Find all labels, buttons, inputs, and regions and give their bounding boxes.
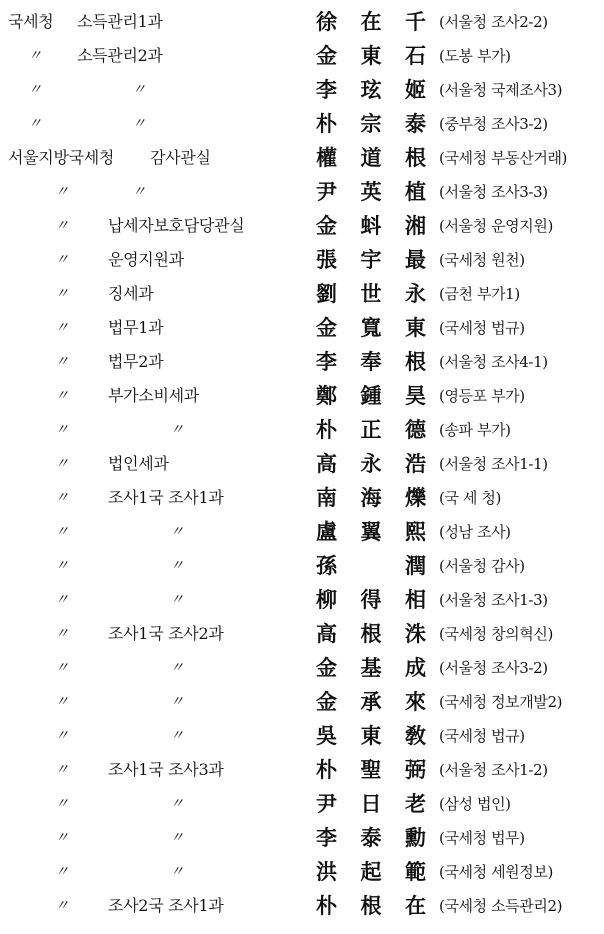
ditto-mark: 〃 — [55, 456, 69, 472]
name-character: 潤 — [405, 553, 426, 578]
name-character: 洪 — [316, 859, 337, 884]
division-name: 부가소비세과 — [108, 386, 199, 405]
person-name — [316, 586, 426, 614]
name-character: 鄭 — [316, 383, 337, 408]
ditto-mark: 〃 — [55, 252, 69, 268]
name-character: 蚪 — [360, 213, 382, 238]
name-character: 基 — [360, 655, 382, 680]
list-item — [0, 821, 604, 855]
name-character: 金 — [316, 213, 337, 238]
ditto-mark: 〃 — [55, 694, 69, 710]
ditto-mark: 〃 — [55, 728, 69, 744]
ditto-mark: 〃 — [170, 660, 184, 676]
name-character: 東 — [405, 315, 426, 340]
person-name — [316, 76, 426, 104]
previous-post: (서울청 조사3-2) — [439, 659, 548, 677]
name-character: 勳 — [405, 825, 426, 850]
name-character: 正 — [360, 417, 382, 442]
person-name — [316, 8, 426, 36]
list-item — [0, 447, 604, 481]
previous-post: (서울청 조사1-2) — [439, 761, 548, 779]
list-item — [0, 5, 604, 39]
name-character: 昊 — [405, 383, 426, 408]
name-character: 世 — [360, 281, 382, 306]
name-character: 聖 — [360, 757, 382, 782]
list-item — [0, 379, 604, 413]
previous-post: (서울청 감사) — [439, 557, 525, 575]
name-character: 在 — [360, 9, 382, 34]
list-item — [0, 413, 604, 447]
name-character: 植 — [405, 179, 426, 204]
division-name: 법인세과 — [108, 454, 169, 473]
person-name — [316, 314, 426, 342]
agency-name: 국세청 — [8, 12, 54, 31]
name-character: 李 — [316, 825, 337, 850]
name-character: 根 — [405, 349, 426, 374]
list-item — [0, 175, 604, 209]
previous-post: (국 세 청) — [439, 489, 501, 507]
division-name: 조사1국 조사3과 — [108, 760, 224, 779]
ditto-mark: 〃 — [132, 184, 146, 200]
ditto-mark: 〃 — [170, 524, 184, 540]
division-name: 소득관리2과 — [77, 46, 163, 65]
list-item — [0, 719, 604, 753]
ditto-mark: 〃 — [28, 116, 42, 132]
previous-post: (서울청 조사1-3) — [439, 591, 548, 609]
previous-post: (서울청 운영지원) — [439, 217, 553, 235]
previous-post: (국세청 부동산거래) — [439, 149, 567, 167]
person-name — [316, 824, 426, 852]
name-character: 李 — [316, 77, 337, 102]
name-character: 朴 — [316, 111, 337, 136]
list-item — [0, 787, 604, 821]
previous-post: (국세청 정보개발2) — [439, 693, 563, 711]
ditto-mark: 〃 — [55, 762, 69, 778]
list-item — [0, 311, 604, 345]
name-character: 吳 — [316, 723, 337, 748]
list-item — [0, 107, 604, 141]
ditto-mark: 〃 — [170, 592, 184, 608]
list-item — [0, 889, 604, 923]
ditto-mark: 〃 — [170, 864, 184, 880]
name-character: 金 — [316, 43, 337, 68]
list-item — [0, 345, 604, 379]
ditto-mark: 〃 — [55, 286, 69, 302]
person-name — [316, 450, 426, 478]
person-name — [316, 42, 426, 70]
ditto-mark: 〃 — [55, 218, 69, 234]
ditto-mark: 〃 — [55, 184, 69, 200]
name-character: 劉 — [316, 281, 337, 306]
name-character — [361, 552, 382, 580]
person-name — [316, 416, 426, 444]
name-character: 相 — [405, 587, 426, 612]
person-name — [316, 110, 426, 138]
ditto-mark: 〃 — [55, 320, 69, 336]
name-character: 德 — [405, 417, 426, 442]
ditto-mark: 〃 — [55, 796, 69, 812]
ditto-mark: 〃 — [132, 82, 146, 98]
person-name — [316, 756, 426, 784]
name-character: 英 — [360, 179, 382, 204]
list-item — [0, 855, 604, 889]
division-name: 운영지원과 — [108, 250, 184, 269]
name-character: 在 — [405, 893, 426, 918]
previous-post: (국세청 세원정보) — [439, 863, 553, 881]
list-item — [0, 209, 604, 243]
name-character: 權 — [316, 145, 337, 170]
name-character: 金 — [316, 315, 337, 340]
person-name — [316, 484, 426, 512]
ditto-mark: 〃 — [55, 626, 69, 642]
list-item — [0, 651, 604, 685]
division-name: 감사관실 — [150, 148, 211, 167]
previous-post: (송파 부가) — [439, 421, 511, 439]
previous-post: (국세청 소득관리2) — [439, 897, 563, 915]
ditto-mark: 〃 — [55, 354, 69, 370]
previous-post: (영등포 부가) — [439, 387, 525, 405]
name-character: 湘 — [405, 213, 426, 238]
division-name: 소득관리1과 — [77, 12, 163, 31]
name-character: 敎 — [405, 723, 426, 748]
ditto-mark: 〃 — [170, 728, 184, 744]
ditto-mark: 〃 — [170, 796, 184, 812]
division-name: 납세자보호담당관실 — [108, 216, 245, 235]
person-name — [316, 212, 426, 240]
ditto-mark: 〃 — [170, 830, 184, 846]
ditto-mark: 〃 — [170, 422, 184, 438]
name-character: 範 — [405, 859, 426, 884]
name-character: 根 — [405, 145, 426, 170]
list-item — [0, 277, 604, 311]
ditto-mark: 〃 — [28, 82, 42, 98]
personnel-list — [0, 5, 604, 923]
person-name — [316, 722, 426, 750]
name-character: 玹 — [360, 77, 382, 102]
name-character: 高 — [316, 451, 337, 476]
previous-post: (삼성 법인) — [439, 795, 511, 813]
ditto-mark: 〃 — [170, 558, 184, 574]
name-character: 尹 — [316, 791, 337, 816]
name-character: 朴 — [316, 417, 337, 442]
name-character: 高 — [316, 621, 337, 646]
ditto-mark: 〃 — [55, 558, 69, 574]
previous-post: (국세청 법무) — [439, 829, 525, 847]
name-character: 海 — [360, 485, 382, 510]
previous-post: (서울청 조사2-2) — [439, 13, 548, 31]
list-item — [0, 515, 604, 549]
name-character: 成 — [405, 655, 426, 680]
previous-post: (서울청 국제조사3) — [439, 81, 563, 99]
division-name: 조사1국 조사1과 — [108, 488, 224, 507]
name-character: 爍 — [405, 485, 426, 510]
person-name — [316, 246, 426, 274]
person-name — [316, 280, 426, 308]
division-name: 징세과 — [108, 284, 154, 303]
previous-post: (서울청 조사3-3) — [439, 183, 548, 201]
name-character: 孫 — [316, 553, 337, 578]
list-item — [0, 617, 604, 651]
name-character: 熙 — [405, 519, 426, 544]
name-character: 宇 — [360, 247, 382, 272]
ditto-mark: 〃 — [28, 48, 42, 64]
name-character: 弼 — [405, 757, 426, 782]
ditto-mark: 〃 — [55, 660, 69, 676]
name-character: 千 — [405, 9, 426, 34]
person-name — [316, 654, 426, 682]
name-character: 日 — [360, 791, 382, 816]
name-character: 石 — [405, 43, 426, 68]
previous-post: (국세청 창의혁신) — [439, 625, 553, 643]
ditto-mark: 〃 — [55, 422, 69, 438]
name-character: 泰 — [360, 825, 382, 850]
name-character: 來 — [405, 689, 426, 714]
name-character: 李 — [316, 349, 337, 374]
list-item — [0, 141, 604, 175]
previous-post: (금천 부가1) — [439, 285, 520, 303]
division-name: 조사2국 조사1과 — [108, 896, 224, 915]
previous-post: (서울청 조사1-1) — [439, 455, 548, 473]
list-item — [0, 685, 604, 719]
name-character: 洙 — [405, 621, 426, 646]
name-character: 根 — [360, 893, 382, 918]
name-character: 尹 — [316, 179, 337, 204]
name-character: 徐 — [316, 9, 337, 34]
previous-post: (도봉 부가) — [439, 47, 511, 65]
previous-post: (국세청 원천) — [439, 251, 525, 269]
name-character: 東 — [360, 43, 382, 68]
list-item — [0, 583, 604, 617]
name-character: 起 — [360, 859, 382, 884]
person-name — [316, 178, 426, 206]
person-name — [316, 790, 426, 818]
name-character: 朴 — [316, 757, 337, 782]
name-character: 根 — [360, 621, 382, 646]
person-name — [316, 858, 426, 886]
name-character: 南 — [316, 485, 337, 510]
name-character: 金 — [316, 655, 337, 680]
name-character: 寬 — [360, 315, 382, 340]
name-character: 奉 — [360, 349, 382, 374]
name-character: 東 — [360, 723, 382, 748]
person-name — [316, 382, 426, 410]
name-character: 浩 — [405, 451, 426, 476]
ditto-mark: 〃 — [55, 592, 69, 608]
ditto-mark: 〃 — [170, 694, 184, 710]
name-character: 最 — [405, 247, 426, 272]
name-character: 泰 — [405, 111, 426, 136]
person-name — [316, 144, 426, 172]
person-name — [316, 552, 426, 580]
person-name — [316, 518, 426, 546]
ditto-mark: 〃 — [55, 898, 69, 914]
previous-post: (서울청 조사4-1) — [439, 353, 548, 371]
name-character: 承 — [360, 689, 382, 714]
name-character: 翼 — [360, 519, 382, 544]
previous-post: (국세청 법규) — [439, 319, 525, 337]
name-character: 鍾 — [360, 383, 382, 408]
division-name: 법무2과 — [108, 352, 164, 371]
ditto-mark: 〃 — [55, 830, 69, 846]
division-name: 조사1국 조사2과 — [108, 624, 224, 643]
list-item — [0, 39, 604, 73]
ditto-mark: 〃 — [55, 388, 69, 404]
name-character: 盧 — [316, 519, 337, 544]
ditto-mark: 〃 — [55, 524, 69, 540]
agency-name: 서울지방국세청 — [8, 148, 115, 167]
ditto-mark: 〃 — [55, 864, 69, 880]
name-character: 老 — [405, 791, 426, 816]
person-name — [316, 620, 426, 648]
list-item — [0, 243, 604, 277]
name-character: 金 — [316, 689, 337, 714]
person-name — [316, 688, 426, 716]
name-character: 道 — [360, 145, 382, 170]
name-character: 永 — [405, 281, 426, 306]
person-name — [316, 892, 426, 920]
previous-post: (중부청 조사3-2) — [439, 115, 548, 133]
ditto-mark: 〃 — [132, 116, 146, 132]
list-item — [0, 753, 604, 787]
list-item — [0, 481, 604, 515]
list-item — [0, 73, 604, 107]
previous-post: (국세청 법규) — [439, 727, 525, 745]
list-item — [0, 549, 604, 583]
ditto-mark: 〃 — [55, 490, 69, 506]
name-character: 柳 — [316, 587, 337, 612]
previous-post: (성남 조사) — [439, 523, 511, 541]
name-character: 永 — [360, 451, 382, 476]
division-name: 법무1과 — [108, 318, 164, 337]
name-character: 宗 — [360, 111, 382, 136]
name-character: 得 — [360, 587, 382, 612]
name-character: 姬 — [405, 77, 426, 102]
name-character: 張 — [316, 247, 337, 272]
name-character: 朴 — [316, 893, 337, 918]
person-name — [316, 348, 426, 376]
